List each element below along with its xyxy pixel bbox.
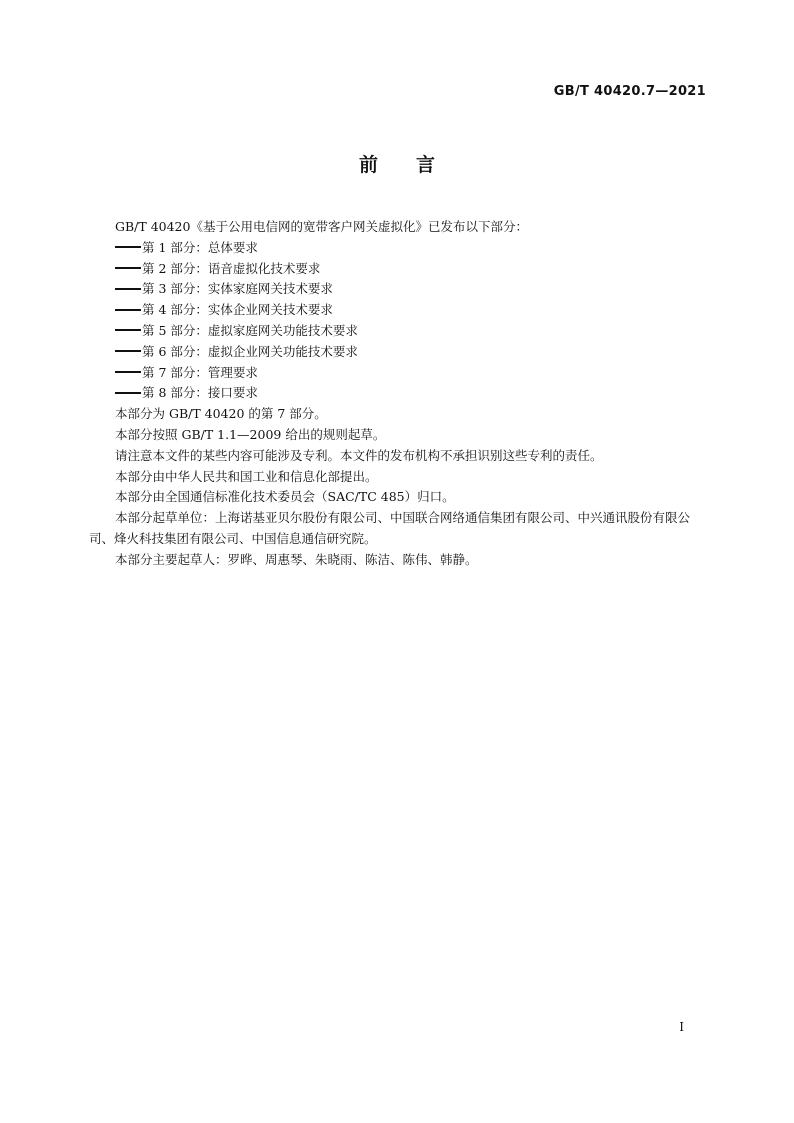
list-item — [89, 238, 709, 259]
paragraph-administered-by: 本部分由全国通信标准化技术委员会（SAC/TC 485）归口。 — [115, 489, 455, 505]
page-title: 前言 — [358, 154, 473, 176]
list-item — [89, 279, 709, 300]
dash-mark — [115, 392, 141, 394]
list-item — [89, 363, 709, 384]
list-item-text: 第 8 部分：接口要求 — [142, 385, 258, 401]
list-item — [89, 342, 709, 363]
paragraph-drafting-rules: 本部分按照 GB/T 1.1—2009 给出的规则起草。 — [115, 426, 386, 442]
paragraph-drafters: 本部分主要起草人：罗晔、周惠琴、朱晓雨、陈洁、陈伟、韩静。 — [115, 551, 478, 567]
paragraph-drafting-units: 本部分起草单位：上海诺基亚贝尔股份有限公司、中国联合网络通信集团有限公司、中兴通讯股份有限公司、烽火科技集团有限公司、中国信息通信研究院。 — [89, 510, 691, 546]
paragraph-proposed-by: 本部分由中华人民共和国工业和信息化部提出。 — [115, 468, 378, 484]
paragraph-patent-notice: 请注意本文件的某些内容可能涉及专利。本文件的发布机构不承担识别这些专利的责任。 — [115, 447, 603, 463]
dash-mark — [115, 267, 141, 269]
list-item — [89, 300, 709, 321]
page-number: I — [679, 1020, 684, 1034]
list-item-text: 第 4 部分：实体企业网关技术要求 — [142, 302, 333, 318]
list-item-text: 第 7 部分：管理要求 — [142, 364, 258, 380]
document-number: GB/T 40420.7—2021 — [553, 84, 706, 99]
list-item-text: 第 1 部分：总体要求 — [142, 239, 258, 255]
list-item — [89, 383, 709, 404]
dash-mark — [115, 371, 141, 373]
dash-mark — [115, 329, 141, 331]
list-item-text: 第 3 部分：实体家庭网关技术要求 — [142, 281, 333, 297]
list-item — [89, 259, 709, 280]
foreword-body — [89, 217, 709, 571]
list-item-text: 第 2 部分：语音虚拟化技术要求 — [142, 260, 321, 276]
list-item-text: 第 5 部分：虚拟家庭网关功能技术要求 — [142, 322, 358, 338]
dash-mark — [115, 350, 141, 352]
list-item — [89, 321, 709, 342]
dash-mark — [115, 309, 141, 311]
dash-mark — [115, 246, 141, 248]
dash-mark — [115, 288, 141, 290]
list-item-text: 第 6 部分：虚拟企业网关功能技术要求 — [142, 343, 358, 359]
intro-paragraph: GB/T 40420《基于公用电信网的宽带客户网关虚拟化》已发布以下部分： — [115, 219, 528, 234]
paragraph-part-number: 本部分为 GB/T 40420 的第 7 部分。 — [115, 406, 327, 422]
